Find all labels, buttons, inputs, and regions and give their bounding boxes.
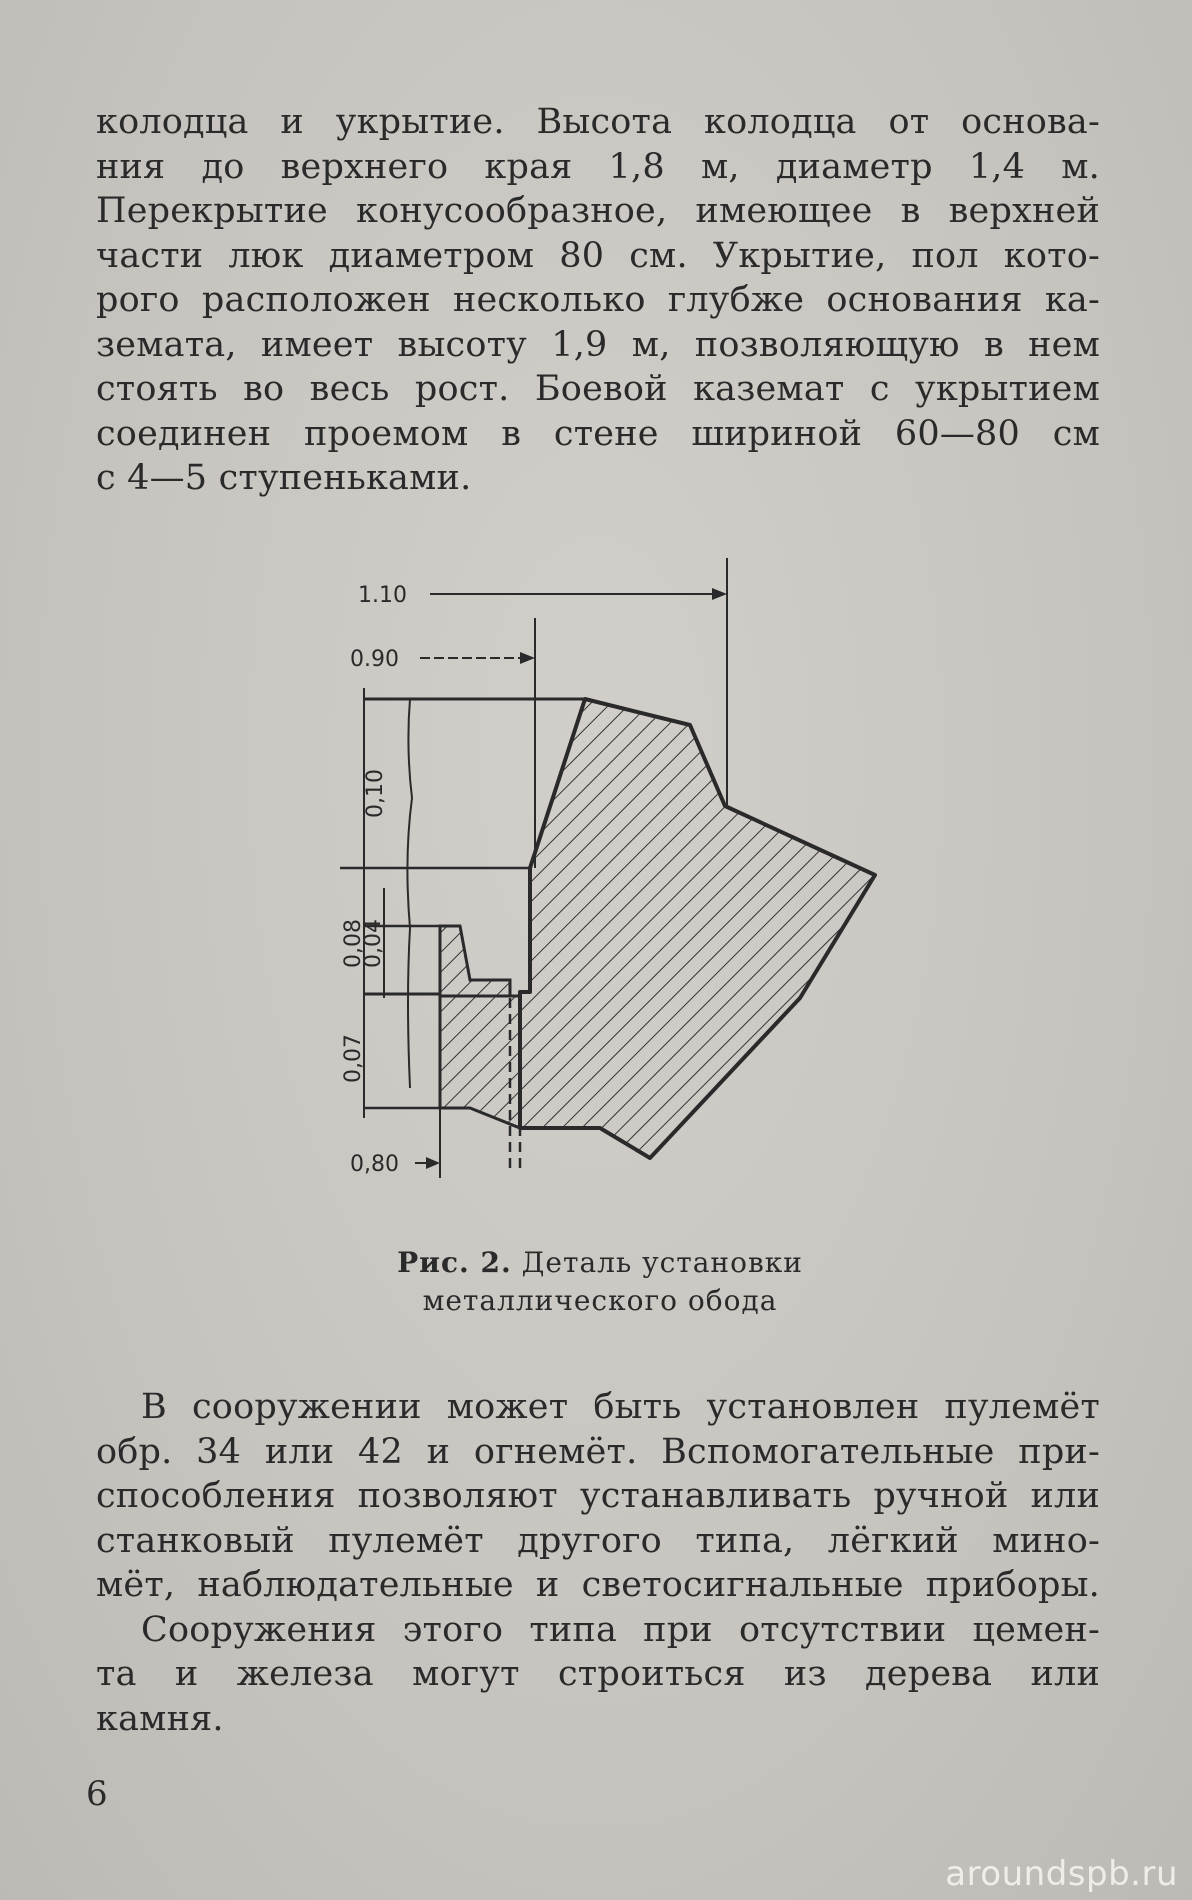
lower-block	[440, 996, 520, 1128]
dim-label-007: 0,07	[341, 1034, 366, 1083]
text-line: с 4—5 ступеньками.	[96, 458, 472, 498]
text-line: ния до верхнего края 1,8 м, диаметр 1,4 м.	[96, 146, 1100, 187]
text-line: В сооружении может быть установлен пулемёт	[141, 1387, 1100, 1427]
text-line: обр. 34 или 42 и огнемёт. Вспомогательные при-	[96, 1431, 1100, 1472]
text-line: способления позволяют устанавливать ручной или	[96, 1476, 1100, 1516]
text-line: рого расположен несколько глубже основания ка-	[96, 280, 1100, 320]
dim-label-008: 0,08	[341, 919, 366, 968]
technical-drawing	[310, 528, 890, 1218]
text-line: части люк диаметром 80 см. Укрытие, пол кото-	[96, 235, 1100, 276]
watermark: aroundspb.ru	[945, 1854, 1178, 1894]
hatched-profile	[520, 699, 875, 1158]
dim-label-010: 0,10	[363, 769, 388, 818]
page-number: 6	[86, 1774, 108, 1814]
text-line: мёт, наблюдательные и светосигнальные приборы.	[96, 1565, 1100, 1605]
text-line: Перекрытие конусообразное, имеющее в верхней	[96, 191, 1100, 231]
figure-rim-detail	[310, 528, 890, 1218]
figure-caption	[330, 1244, 870, 1320]
dim-label-110: 1.10	[358, 583, 407, 608]
step-block	[440, 926, 510, 996]
paragraph-top	[96, 100, 1100, 501]
caption-text-1: Деталь установки	[521, 1246, 803, 1279]
text-line: камня.	[96, 1698, 224, 1739]
text-line: Сооружения этого типа при отсутствии цемен-	[141, 1609, 1100, 1650]
caption-text-2: металлического обода	[422, 1284, 778, 1317]
paragraph-bottom	[96, 1385, 1100, 1741]
dim-label-004: 0,04	[361, 919, 386, 968]
text-line: та и железа могут строиться из дерева или	[96, 1654, 1100, 1694]
text-line: стоять во весь рост. Боевой каземат с укрытием	[96, 369, 1100, 409]
text-line: соединен проемом в стене шириной 60—80 см	[96, 413, 1100, 454]
dim-label-090: 0.90	[350, 647, 399, 672]
text-line: станковый пулемёт другого типа, лёгкий мино-	[96, 1520, 1100, 1561]
caption-label: Рис. 2.	[397, 1246, 512, 1279]
text-line: земата, имеет высоту 1,9 м, позволяющую в нем	[96, 324, 1100, 365]
dim-label-080: 0,80	[350, 1152, 399, 1177]
text-line: колодца и укрытие. Высота колодца от основа-	[96, 102, 1100, 142]
caption-line-1	[330, 1244, 870, 1282]
